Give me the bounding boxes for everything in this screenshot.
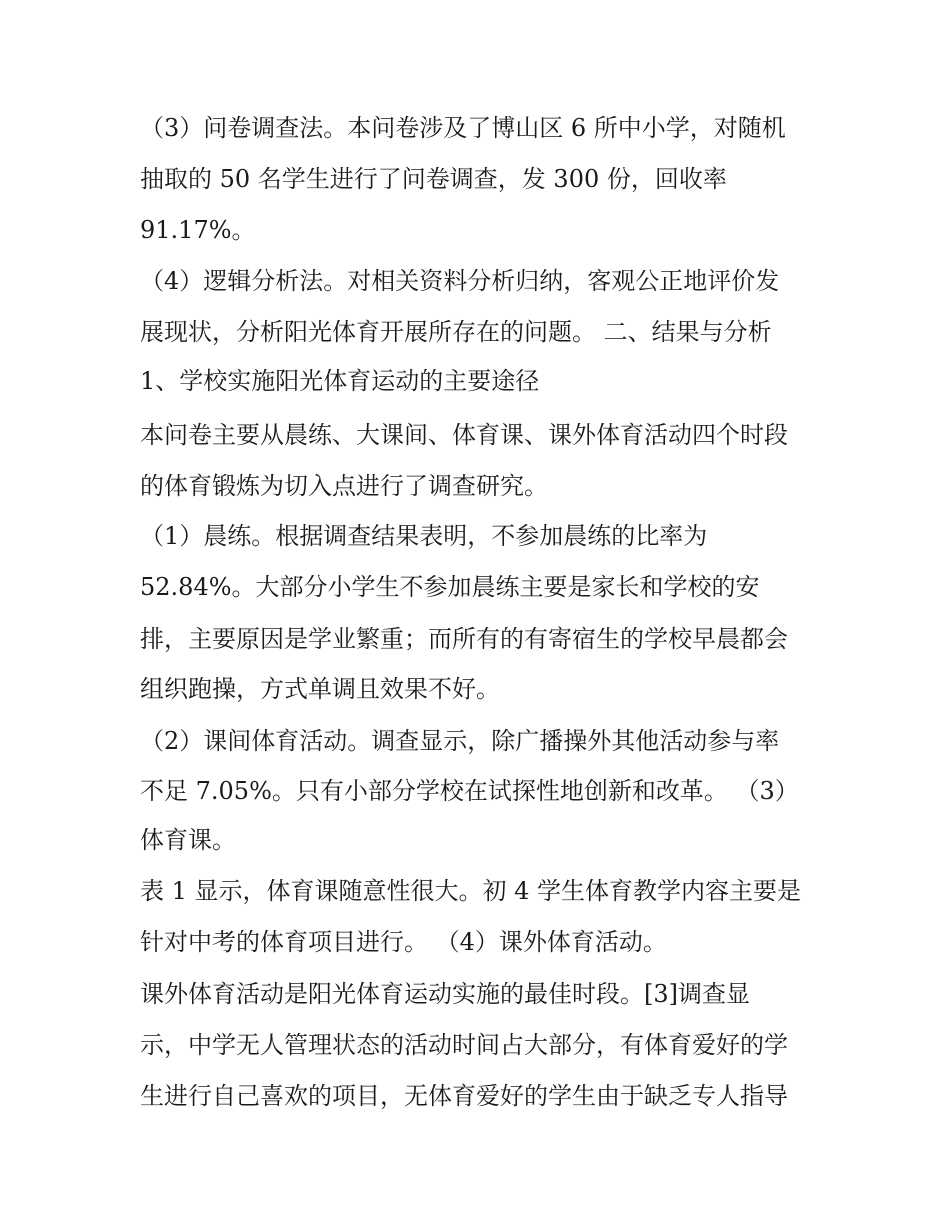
- text-line: （2）课间体育活动。调查显示，除广播操外其他活动参与率: [140, 727, 780, 755]
- text-line: 体育课。: [140, 826, 236, 854]
- text-line: 抽取的 50 名学生进行了问卷调查，发 300 份，回收率: [140, 165, 727, 193]
- text-line: 针对中考的体育项目进行。 （4）课外体育活动。: [140, 928, 667, 956]
- text-line: 的体育锻炼为切入点进行了调查研究。: [140, 472, 548, 500]
- text-line: （4）逻辑分析法。对相关资料分析归纳，客观公正地评价发: [140, 267, 780, 295]
- text-line: 组织跑操，方式单调且效果不好。: [140, 675, 500, 703]
- text-line: 本问卷主要从晨练、大课间、体育课、课外体育活动四个时段: [140, 421, 788, 449]
- text-line: 52.84%。大部分小学生不参加晨练主要是家长和学校的安: [140, 573, 760, 601]
- text-line: 生进行自己喜欢的项目，无体育爱好的学生由于缺乏专人指导: [140, 1082, 788, 1110]
- text-line: 课外体育活动是阳光体育运动实施的最佳时段。[3]调查显: [140, 980, 750, 1008]
- text-line: 展现状，分析阳光体育开展所存在的问题。 二、结果与分析: [140, 318, 772, 346]
- text-line: 不足 7.05%。只有小部分学校在试探性地创新和改革。 （3）: [140, 777, 799, 805]
- text-line: 示，中学无人管理状态的活动时间占大部分，有体育爱好的学: [140, 1031, 788, 1059]
- text-line: （1）晨练。根据调查结果表明，不参加晨练的比率为: [140, 522, 708, 550]
- section-heading: 1、学校实施阳光体育运动的主要途径: [140, 367, 540, 395]
- text-line: （3）问卷调查法。本问卷涉及了博山区 6 所中小学，对随机: [140, 114, 786, 142]
- text-line: 排，主要原因是学业繁重；而所有的有寄宿生的学校早晨都会: [140, 625, 788, 653]
- text-line: 91.17%。: [140, 216, 256, 244]
- text-line: 表 1 显示，体育课随意性很大。初 4 学生体育教学内容主要是: [140, 877, 802, 905]
